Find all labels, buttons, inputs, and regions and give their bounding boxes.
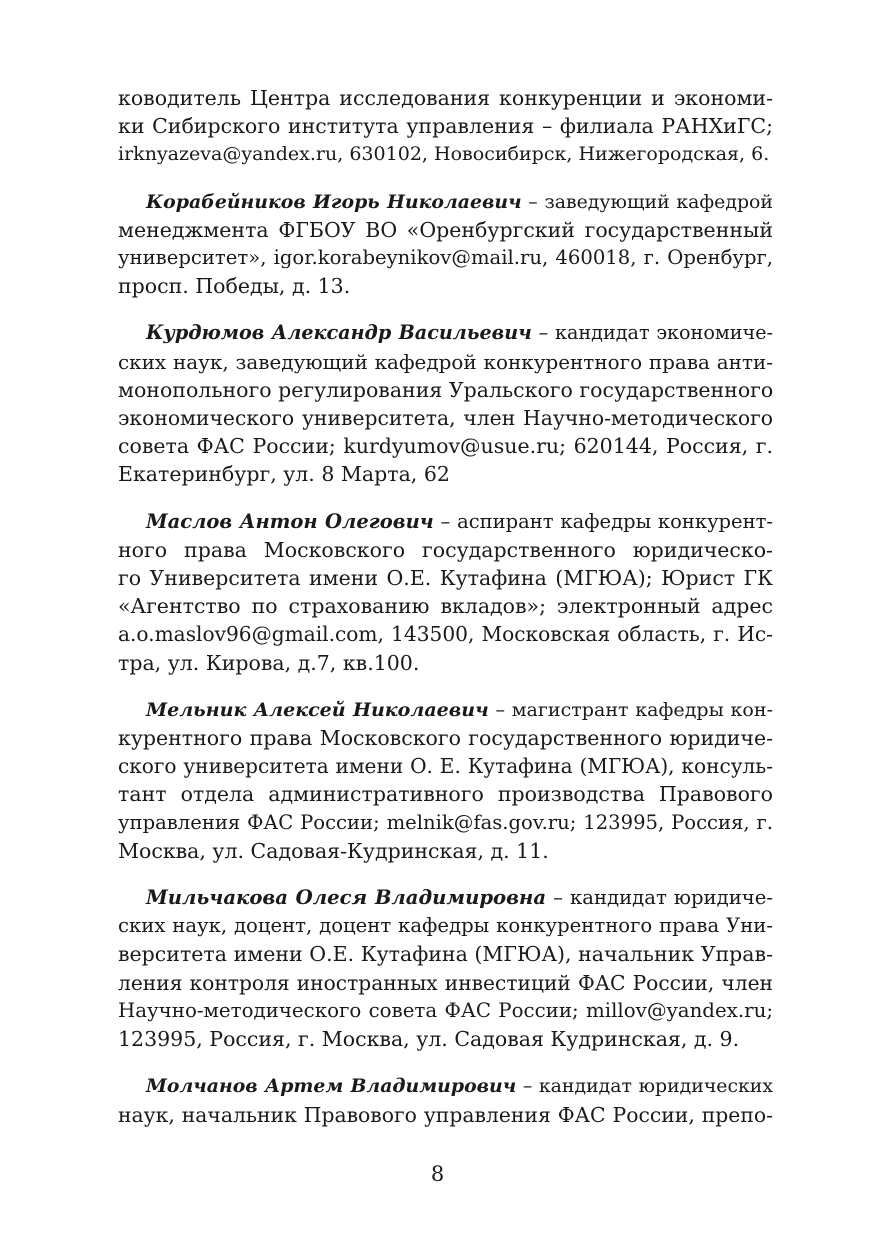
- text-line: совета ФАС России; kurdyumov@usue.ru; 620144, Россия, г.: [118, 434, 773, 459]
- author-entry: [118, 84, 773, 169]
- text-fragment: – кандидат экономиче-: [531, 321, 774, 345]
- author-name: Курдюмов Александр Васильевич: [146, 321, 532, 345]
- text-line: ления контроля иностранных инвестиций ФАС России, член: [118, 970, 773, 995]
- text-line: Москва, ул. Садовая-Кудринская, д. 11.: [118, 838, 549, 863]
- entry-first-line: [118, 696, 773, 724]
- text-line: тра, ул. Кирова, д.7, кв.100.: [118, 650, 420, 675]
- author-name: Мельник Алексей Николаевич: [146, 698, 489, 721]
- entry-first-line: [118, 319, 773, 347]
- text-fragment: – заведующий кафедрой: [521, 190, 773, 213]
- author-entry: [118, 188, 773, 301]
- text-fragment: – магистрант кафедры кон-: [488, 698, 774, 721]
- text-line: го Университета имени О.Е. Кутафина (МГЮА); Юрист ГК: [118, 566, 773, 591]
- text-fragment: – кандидат юридиче-: [546, 886, 773, 910]
- text-line: irknyazeva@yandex.ru, 630102, Новосибирск, Нижегородская, 6.: [118, 143, 770, 166]
- text-line: управления ФАС России; melnik@fas.gov.ru; 123995, Россия, г.: [118, 810, 773, 834]
- document-body: [118, 84, 773, 1148]
- text-line: Екатеринбург, ул. 8 Марта, 62: [118, 462, 450, 487]
- author-name: Молчанов Артем Владимирович: [146, 1075, 517, 1098]
- text-line: Научно-методического совета ФАС России; millov@yandex.ru;: [118, 998, 773, 1022]
- text-line: просп. Победы, д. 13.: [118, 274, 351, 299]
- entry-first-line: [118, 508, 773, 536]
- entry-first-line: [118, 884, 773, 912]
- author-entry: [118, 696, 773, 865]
- text-line: университет», igor.korabeynikov@mail.ru, 460018, г. Оренбург,: [118, 246, 773, 270]
- entry-first-line: [118, 1072, 773, 1100]
- text-line: монопольного регулирования Уральского государственного: [118, 377, 774, 402]
- text-line: ководитель Центра исследования конкуренции и экономи-: [118, 86, 773, 110]
- text-line: ки Сибирского института управления – филиала РАНХиГС;: [118, 114, 773, 139]
- text-line: ских наук, заведующий кафедрой конкурентного права анти-: [118, 349, 773, 374]
- text-line: ских наук, доцент, доцент кафедры конкурентного права Уни-: [118, 914, 773, 938]
- author-entry: [118, 319, 773, 488]
- text-fragment: – аспирант кафедры конкурент-: [433, 509, 773, 533]
- text-line: 123995, Россия, г. Москва, ул. Садовая Кудринская, д. 9.: [118, 1027, 740, 1052]
- text-fragment: – кандидат юридических: [516, 1075, 774, 1098]
- text-line: наук, начальник Правового управления ФАС России, препо-: [118, 1102, 773, 1127]
- author-name: Мильчакова Олеся Владимировна: [146, 886, 547, 910]
- text-line: a.o.maslov96@gmail.com, 143500, Московская область, г. Ис-: [118, 622, 773, 647]
- entry-first-line: [118, 188, 773, 216]
- text-line: тант отдела административного производства Правового: [118, 782, 773, 807]
- text-line: ского университета имени О. Е. Кутафина (МГЮА), консуль-: [118, 754, 773, 779]
- author-name: Маслов Антон Олегович: [146, 509, 434, 533]
- author-name: Корабейников Игорь Николаевич: [146, 190, 522, 213]
- author-entry: [118, 1072, 773, 1128]
- author-entry: [118, 508, 773, 677]
- text-line: «Агентство по страхованию вкладов»; электронный адрес: [118, 594, 773, 619]
- text-line: экономического университета, член Научно-методического: [118, 406, 773, 431]
- author-entry: [118, 884, 773, 1053]
- text-line: ного права Московского государственного юридическо-: [118, 537, 773, 562]
- page-number: 8: [430, 1162, 445, 1186]
- text-line: верситета имени О.Е. Кутафина (МГЮА), начальник Управ-: [118, 942, 773, 967]
- text-line: менеджмента ФГБОУ ВО «Оренбургский государственный: [118, 217, 773, 242]
- text-line: курентного права Московского государственного юридиче-: [118, 726, 773, 751]
